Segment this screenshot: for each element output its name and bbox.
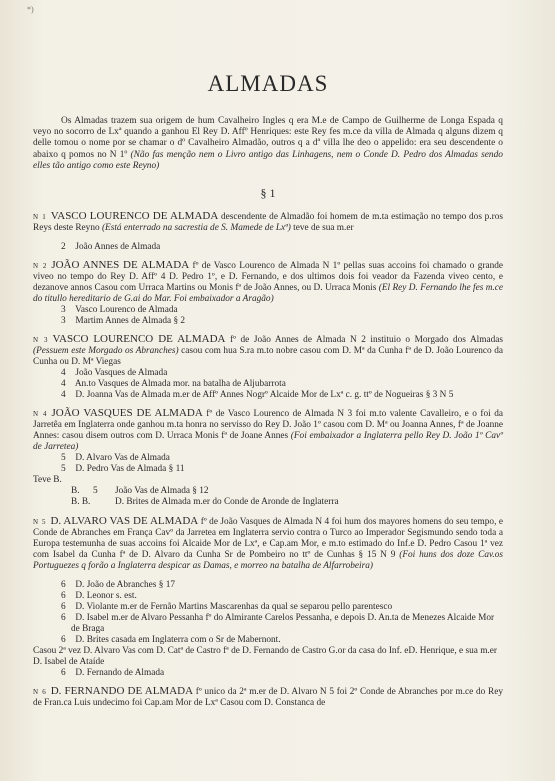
entry-text-cont: teve de sua m.er [290,223,354,234]
list-item: 3 Vasco Lourenco de Almada [61,305,178,316]
entry-name: VASCO LOURENCO DE ALMADA [50,210,219,223]
teve-b-list [33,486,503,508]
children-list-n3 [33,368,503,401]
list-item: 5 D. Pedro Vas de Almada § 11 [61,464,185,475]
entry-number: N 4 [33,410,48,419]
list-item: B. 5 João Vas de Almada § 12 [71,486,209,497]
children-list-n4 [33,453,503,475]
children-list-n2 [33,305,503,327]
entry-text: fº de João Annes de Almada N 2 instituio o Morgado dos Almadas [225,335,503,346]
list-item: 6 D. Brites casada em Inglaterra com o Sr de Mabernont. [61,635,281,646]
teve-b-label: Teve B. [33,475,62,486]
entry-name: JOÃO VASQUES DE ALMADA [51,407,203,420]
entry-note: (Pessuem este Morgado os Abranches) [33,346,179,357]
list-item: 3 Martim Annes de Almada § 2 [61,316,186,327]
entry-n6 [33,686,503,709]
entry-number: N 5 [33,518,47,527]
entry-text: fº unico da 2ª m.er de D. Alvaro N 5 foi 2º Conde de Abranches por m.ce do Rey de Fran.ca Luis undecimo foi Cap.am Mor de Lxª Casou com D. Constanca de [33,687,503,709]
list-item: 6 D. Isabel m.er de Alvaro Pessanha fº do Almirante Carelos Pessanha, e depois D. An.ta de Menezes Alcaide Mor de Braga [61,613,495,635]
entry-note: (Foi huns dos doze Cav.os Portuguezes q forão a Inglaterra despicar as Damas, e morreo na batalha de Alfarrobeira) [33,550,503,572]
list-item: 6 D. Leonor s. est. [61,591,137,602]
entry-number: N 1 [33,213,47,222]
intro-text: Os Almadas trazem sua origem de hum Cavalheiro Ingles q era M.e de Campo de Guilherme de Longa Espada q veyo no socorro de Lxª quando a ganhou El Rey D. Affº Henriques: este Rey fes m.ce da villa de Almada q alguns dizem q delle tomou o nome por se chamar o dº Cavalheiro Almadão, outros q a dª villa lhe deo o appelido: era seu descendente o abaixo q pomos no N 1º [33,116,503,160]
entry-n3 [33,334,503,368]
page-title: ALMADAS [207,71,329,96]
children-list-n5-second [33,668,503,679]
entry-text: fº de Vasco Lourenco de Almada N 3 foi m.to valente Cavalleiro, e o foi da Jarretêa em Inglaterra onde ganhou m.ta honra no servisso do Rey D. João 1º casou com D. Mª ou Joanna Annes, fª de Joanne Annes: casou disem outros com D. Urraca Monis fª de Joane Annes [33,409,504,442]
entry-note: (Foi embaixador a Inglaterra pello Rey D. João 1º Cavº de Jarretea) [33,431,503,453]
entry-name: JOÃO ANNES DE ALMADA [51,259,190,272]
second-marriage: Casou 2ª vez D. Alvaro Vas com D. Catª de Castro fª de D. Fernando de Castro G.or da casa do Inf. eD. Henrique, e sua m.er D. Isabel de Ataíde [33,646,497,668]
list-item: 4 João Vasques de Almada [61,368,168,379]
entry-text: fº de Vasco Lourenco de Almada N 1º pellas suas accoins foi chamado o grande viveo no tempo do Rey D. Affº 4 D. Pedro 1º, e D. Fernando, e dos ultimos dois foi veador da Fazenda viveo cento, e dezanove annos Casou com Urraca Martins ou Monis fª de João Annes, ou D. Urraca Monis [33,261,503,294]
entry-n2 [33,260,503,305]
entry-note: (Está enterrado na sacrestia de S. Mamede de Lxª) [101,223,291,234]
entry-note: (El Rey D. Fernando lhe fes m.ce do titullo hereditario de G.ai do Mar. Foi embaixador a Aragão) [33,283,503,305]
entry-number: N 3 [33,336,49,345]
list-item: 6 D. João de Abranches § 17 [61,580,175,591]
entry-name: D. ALVARO VAS DE ALMADA [50,515,199,528]
intro-note: (Não fas menção nem o Livro antigo das Linhagens, nem o Conde D. Pedro dos Almadas sendo elles tão antigo como este Reyno) [33,149,503,171]
entry-text-cont: casou com hua S.ra m.to nobre casou com D. Mª da Cunha fª de D. João Lourenco da Cunha ou D. Mª Viegas [33,346,504,368]
children-list-n5 [33,580,503,646]
entry-n5 [33,516,503,572]
list-item: 6 D. Fernando de Almada [61,668,165,679]
entry-number: N 2 [33,262,48,271]
children-list-n1 [33,242,503,253]
entry-n4 [33,408,503,453]
intro-paragraph [33,116,503,172]
list-item: 6 D. Violante m.er de Fernão Martins Mascarenhas da qual se separou pello parentesco [61,602,393,613]
list-item: 5 D. Alvaro Vas de Almada [61,453,170,464]
list-item: 2 João Annes de Almada [61,242,161,253]
entry-name: VASCO LOURENCO DE ALMADA [52,333,226,346]
entry-name: D. FERNANDO DE ALMADA [50,685,194,698]
list-item: 4 D. Joanna Vas de Almada m.er de Affº Annes Nogrº Alcaide Mor de Lxª c. g. ttº de Nogueiras § 3 N 5 [61,390,454,401]
corner-mark: *) [27,5,34,14]
entry-text: descendente de Almadão foi homem de m.ta estimação no tempo dos p.ros Reys deste Reyno [33,212,503,234]
list-item: B. B. D. Brites de Almada m.er do Conde de Aronde de Inglaterra [71,497,339,508]
entry-text: fº de João Vasques de Almada N 4 foi hum dos mayores homens do seu tempo, e Conde de Abranches em França Cavº da Jarretea em Inglaterra servio contra o Turco ao Imperador Segismundo sendo toda a Europa testemunha de suas accoins foi Alcaide Mor de Lxª, e Cap.am Mor, e m.to estimado do Inf.e D. Pedro Casou 1ª vez com Isabel da Cunha fª de D. Alvaro da Cunha Sr de Pombeiro no ttº de Cunhas § 15 N 9 [33,517,503,561]
list-item: 4 An.to Vasques de Almada mor. na batalha de Aljubarrota [61,379,286,390]
section-heading: § 1 [260,186,276,201]
entry-n1 [33,211,503,234]
entry-number: N 6 [33,688,47,697]
